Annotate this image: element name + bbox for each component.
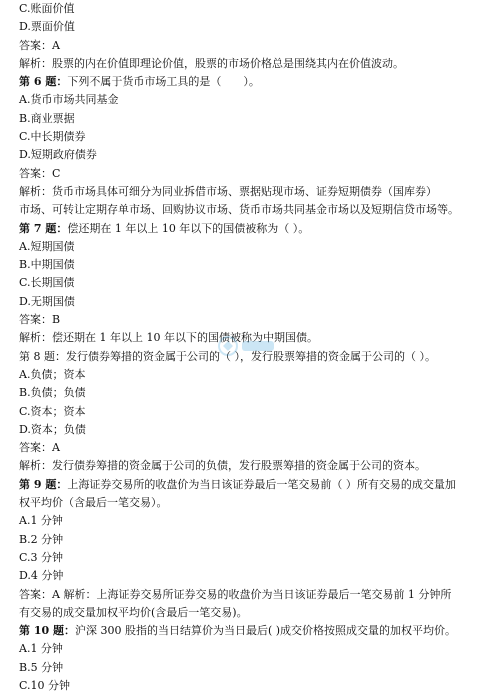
explanation-line: 解析：货币市场具体可细分为同业拆借市场、票据贴现市场、证券短期债券（国库券） — [19, 184, 437, 198]
option-line: D.短期政府债券 — [19, 148, 97, 162]
option-line: C.3 分钟 — [19, 550, 64, 564]
question-text: 上海证券交易所的收盘价为当日该证券最后一笔交易前（ ）所有交易的成交量加 — [67, 477, 456, 491]
question-number: 第 10 题： — [19, 624, 75, 638]
option-line: C.长期国债 — [19, 276, 75, 290]
explanation-line: 解析：偿还期在 1 年以上 10 年以下的国债被称为中期国债。 — [19, 331, 318, 345]
answer-line: 答案：B — [19, 313, 61, 327]
answer-line: 答案：C — [19, 166, 61, 180]
question-7-line — [19, 220, 475, 238]
option-line: A.1 分钟 — [19, 514, 63, 528]
question-number: 第 9 题： — [19, 477, 68, 491]
option-line: B.中期国债 — [19, 258, 75, 272]
question-text: 沪深 300 股指的当日结算价为当日最后( )成交价格按照成交量的加权平均价。 — [74, 624, 457, 638]
answer-line: 答案：A — [19, 441, 60, 455]
option-line: A.负债；资本 — [19, 367, 86, 381]
option-line: B.2 分钟 — [19, 532, 64, 546]
question-text-continued: 权平均价（含最后一笔交易）。 — [19, 496, 168, 510]
option-line: A.1 分钟 — [19, 642, 63, 656]
option-line: C.账面价值 — [19, 2, 75, 15]
explanation-line: 市场、可转让定期存单市场、回购协议市场、货币市场共同基金市场以及短期信贷市场等。 — [19, 203, 459, 217]
option-line: B.负债；负债 — [19, 386, 86, 400]
question-number: 第 7 题： — [19, 221, 68, 235]
option-line: D.资本；负债 — [19, 422, 86, 436]
question-8-line — [19, 348, 475, 366]
answer-explanation-line: 答案：A 解析：上海证券交易所证券交易的收盘价为当日该证券最后一笔交易前 1 分钟所 — [19, 587, 452, 601]
explanation-line: 解析：发行债券筹措的资金属于公司的负债，发行股票筹措的资金属于公司的资本。 — [19, 459, 426, 473]
option-line: A.货币市场共同基金 — [19, 93, 119, 107]
question-text: 下列不属于货币市场工具的是（ ）。 — [67, 75, 260, 89]
option-line: A.短期国债 — [19, 239, 75, 253]
option-line: B.5 分钟 — [19, 660, 64, 674]
document-body — [19, 0, 475, 695]
option-line: D.4 分钟 — [19, 569, 64, 583]
option-line: D.票面价值 — [19, 20, 75, 34]
option-line: B.商业票据 — [19, 111, 75, 125]
explanation-line: 有交易的成交量加权平均价(含最后一笔交易)。 — [19, 605, 248, 619]
option-line: D.无期国债 — [19, 294, 75, 308]
question-text: 发行债券筹措的资金属于公司的（ ），发行股票筹措的资金属于公司的（ ）。 — [66, 349, 436, 363]
question-6-line — [19, 73, 475, 91]
question-number: 第 8 题： — [19, 349, 66, 363]
question-text: 偿还期在 1 年以上 10 年以下的国债被称为（ ）。 — [67, 221, 310, 235]
option-line: C.10 分钟 — [19, 678, 71, 692]
option-line: C.中长期债券 — [19, 130, 86, 144]
question-10-line — [19, 622, 475, 640]
explanation-line: 解析：股票的内在价值即理论价值，股票的市场价格总是围绕其内在价值波动。 — [19, 56, 404, 70]
answer-line: 答案：A — [19, 38, 60, 52]
option-line: C.资本；资本 — [19, 404, 86, 418]
question-9-line — [19, 476, 475, 494]
question-number: 第 6 题： — [19, 75, 68, 89]
